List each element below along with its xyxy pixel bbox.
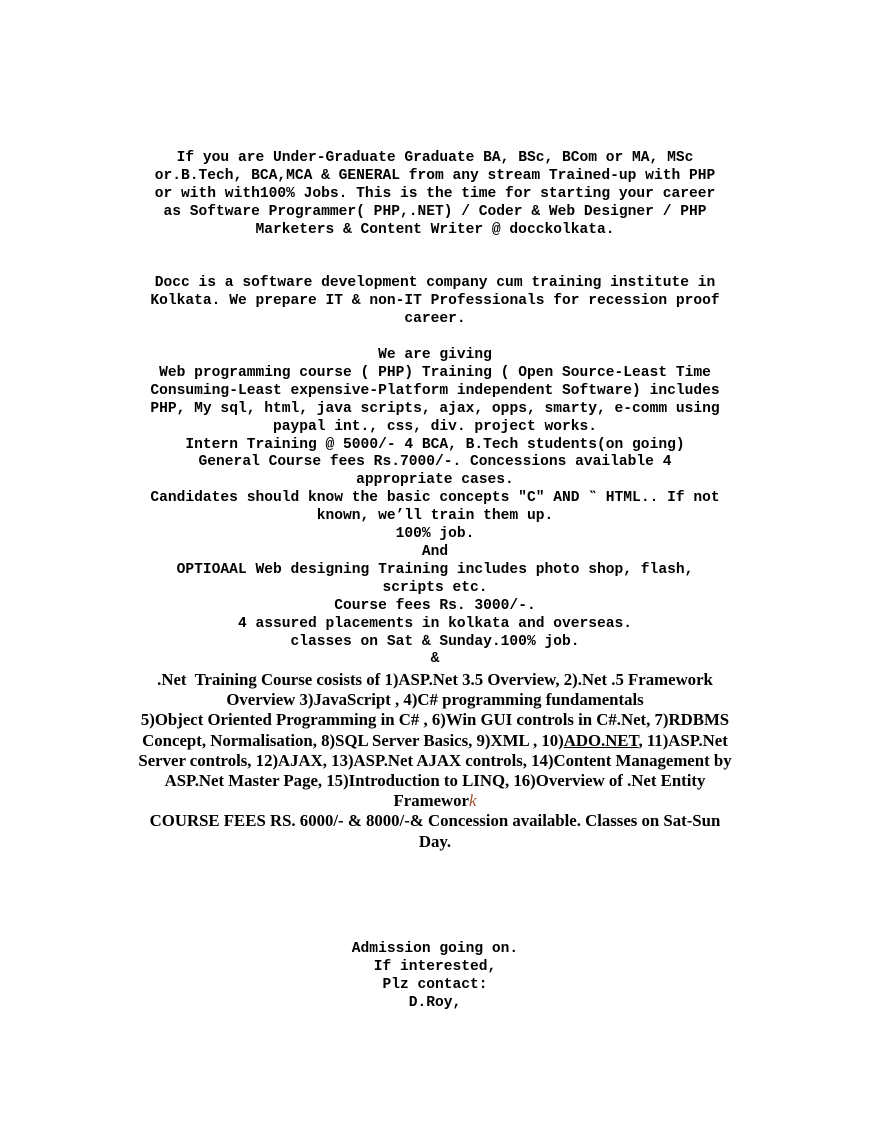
offer-line: General Course fees Rs.7000/-. Concessions available 4: [198, 454, 672, 471]
offer-line: PHP, My sql, html, java scripts, ajax, opps, smarty, e-comm using: [150, 400, 720, 417]
about-line: Docc is a software development company cum training institute in: [154, 275, 716, 291]
intro-line: as Software Programmer( PHP,.NET) / Coder & Web Designer / PHP: [163, 203, 707, 220]
offer-line: classes on Sat & Sunday.100% job.: [290, 633, 580, 650]
dotnet-line-text: Framewor: [393, 791, 470, 811]
offer-line: &: [430, 651, 440, 668]
intro-line: Marketers & Content Writer @ docckolkata.: [255, 221, 615, 238]
intro-paragraph: [0, 150, 870, 240]
offer-line: Intern Training @ 5000/- 4 BCA, B.Tech students(on going): [185, 436, 685, 453]
contact-line: Admission going on.: [351, 941, 519, 957]
contact-name: D.Roy,: [408, 994, 462, 1011]
offer-line: paypal int., css, div. project works.: [272, 418, 598, 435]
dotnet-line: [0, 731, 870, 751]
offer-line: And: [421, 543, 449, 560]
course-offer-section: [0, 347, 870, 669]
offer-line: Candidates should know the basic concepts ″C″ AND ‶ HTML.. If not: [150, 490, 720, 507]
dotnet-line-text: , 11)ASP.Net: [638, 730, 728, 750]
intro-line: If you are Under-Graduate Graduate BA, BSc, BCom or MA, MSc: [176, 150, 694, 166]
contact-section: [0, 941, 870, 1013]
offer-line: We are giving: [378, 347, 492, 363]
dotnet-course-section: [0, 670, 870, 852]
intro-line: or.B.Tech, BCA,MCA & GENERAL from any stream Trained-up with PHP: [154, 167, 716, 184]
dotnet-line-text: Concept, Normalisation, 8)SQL Server Basics, 9)XML , 10): [142, 730, 564, 750]
offer-line: 4 assured placements in kolkata and overseas.: [237, 615, 633, 632]
dotnet-line: .Net Training Course cosists of 1)ASP.Net 3.5 Overview, 2).Net .5 Framework: [157, 670, 713, 689]
course-fees-line: Day.: [418, 831, 452, 851]
offer-line: known, we’ll train them up.: [316, 508, 554, 525]
course-fees-line: COURSE FEES RS. 6000/- & 8000/-& Concession available. Classes on Sat-Sun: [149, 811, 721, 831]
dotnet-line: Overview 3)JavaScript , 4)C# programming fundamentals: [226, 690, 644, 710]
accent-letter: k: [469, 791, 477, 811]
offer-line: Web programming course ( PHP) Training ( Open Source-Least Time: [159, 364, 711, 381]
ado-net-link[interactable]: ADO.NET: [563, 730, 639, 750]
about-line: career.: [404, 310, 466, 327]
contact-line: If interested,: [373, 958, 497, 975]
offer-line: appropriate cases.: [356, 472, 514, 489]
offer-line: OPTIOAAL Web designing Training includes photo shop, flash,: [176, 561, 694, 578]
offer-line: 100% job.: [395, 526, 475, 543]
offer-line: Consuming-Least expensive-Platform independent Software) includes: [150, 382, 720, 399]
intro-line: or with with100% Jobs. This is the time for starting your career: [154, 185, 716, 202]
dotnet-line: ASP.Net Master Page, 15)Introduction to LINQ, 16)Overview of .Net Entity: [164, 771, 706, 791]
about-paragraph: [0, 275, 870, 329]
dotnet-line: Server controls, 12)AJAX, 13)ASP.Net AJAX controls, 14)Content Management by: [138, 750, 732, 770]
offer-line: Course fees Rs. 3000/-.: [334, 597, 536, 614]
contact-line: Plz contact:: [382, 976, 488, 993]
offer-line: scripts etc.: [382, 579, 488, 596]
dotnet-line: [0, 791, 870, 811]
about-line: Kolkata. We prepare IT & non-IT Professionals for recession proof: [150, 292, 720, 309]
dotnet-line: 5)Object Oriented Programming in C# , 6)Win GUI controls in C#.Net, 7)RDBMS: [140, 710, 730, 730]
